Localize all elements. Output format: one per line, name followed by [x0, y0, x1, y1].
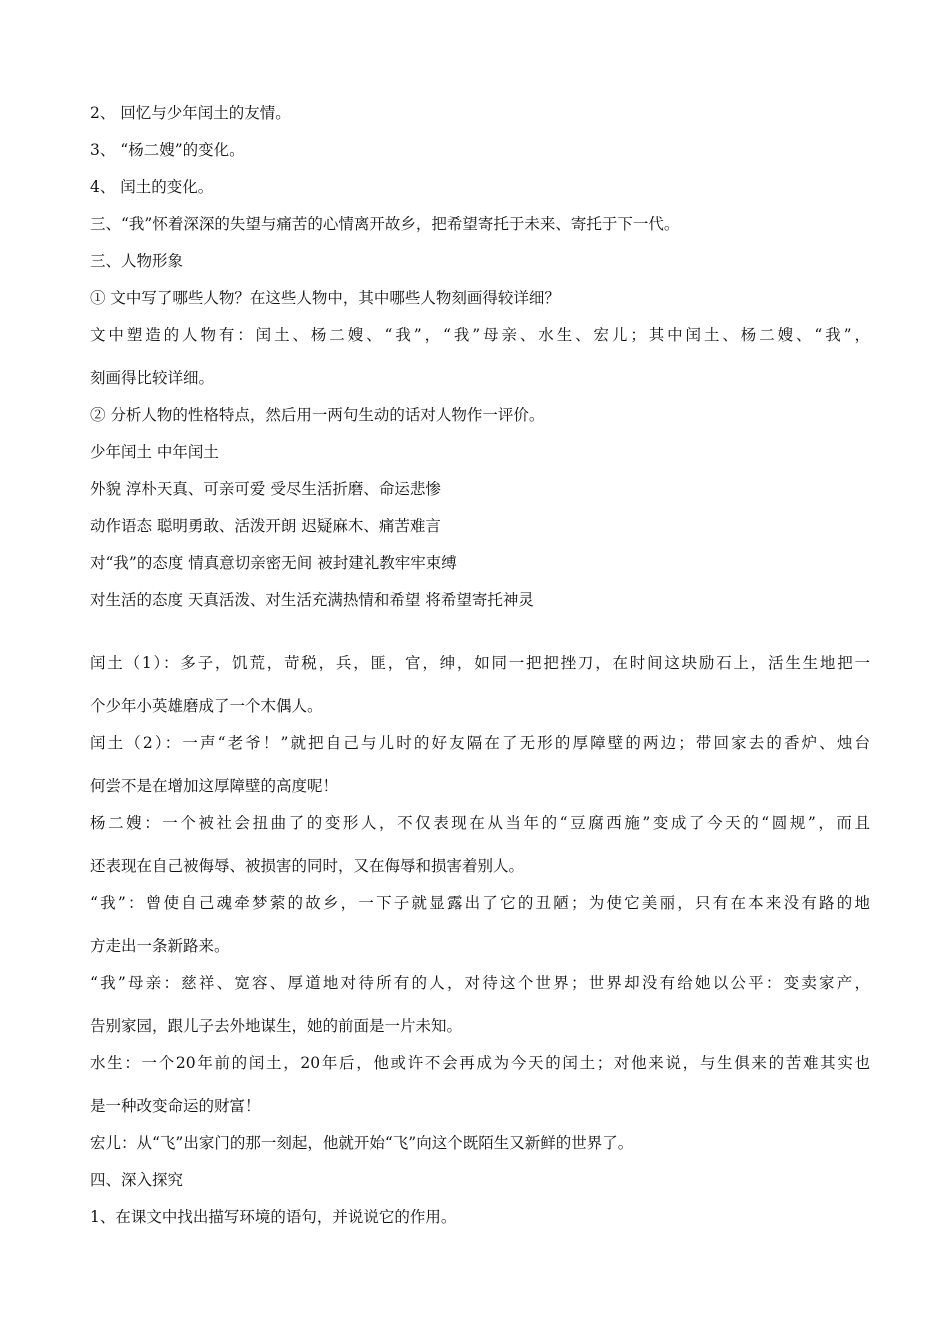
shuisheng-line-1: 水生：一个20年前的闰土，20年后，他或许不会再成为今天的闰土；对他来说，与生俱来的苦难其实也	[90, 1054, 870, 1072]
yang-ersao-line-2: 还表现在自己被侮辱、被损害的同时，又在侮辱和损害着别人。	[90, 857, 525, 875]
list-item-3: 3、 “杨二嫂”的变化。	[90, 141, 245, 159]
question-2: ② 分析人物的性格特点，然后用一两句生动的话对人物作一评价。	[90, 406, 545, 424]
comparison-row-action: 动作语态 聪明勇敢、活泼开朗 迟疑麻木、痛苦难言	[90, 517, 441, 535]
list-item-4: 4、 闰土的变化。	[90, 178, 214, 196]
explore-question-1: 1、在课文中找出描写环境的语句，并说说它的作用。	[90, 1208, 457, 1226]
comparison-row-appearance: 外貌 淳朴天真、可亲可爱 受尽生活折磨、命运悲惨	[90, 480, 441, 498]
honger-line: 宏儿：从“飞”出家门的那一刻起，他就开始“飞”向这个既陌生又新鲜的世界了。	[90, 1134, 634, 1152]
runtu-2-line-1: 闰土（2）：一声“老爷！”就把自己与儿时的好友隔在了无形的厚障壁的两边；带回家去的香炉、烛台	[90, 734, 870, 752]
section-heading-characters: 三、人物形象	[90, 252, 184, 270]
section-summary-line: 三、“我”怀着深深的失望与痛苦的心情离开故乡，把希望寄托于未来、寄托于下一代。	[90, 215, 680, 233]
answer-1-line-1: 文中塑造的人物有：闰土、杨二嫂、“我”，“我”母亲、水生、宏儿；其中闰土、杨二嫂、“我”，	[90, 326, 870, 344]
yang-ersao-line-1: 杨二嫂：一个被社会扭曲了的变形人，不仅表现在从当年的“豆腐西施”变成了今天的“圆规”，而且	[90, 814, 870, 832]
narrator-line-1: “我”：曾使自己魂牵梦萦的故乡，一下子就显露出了它的丑陋；为使它美丽，只有在本来没有路的地	[90, 894, 870, 912]
comparison-row-attitude-life: 对生活的态度 天真活泼、对生活充满热情和希望 将希望寄托神灵	[90, 591, 534, 609]
narrator-line-2: 方走出一条新路来。	[90, 937, 230, 955]
runtu-1-line-1: 闰土（1）：多子，饥荒，苛税，兵，匪，官，绅，如同一把把挫刀，在时间这块励石上，活生生地把一	[90, 654, 870, 672]
runtu-2-line-2: 何尝不是在增加这厚障壁的高度呢！	[90, 777, 339, 795]
comparison-header: 少年闰土 中年闰土	[90, 443, 219, 461]
section-heading-explore: 四、深入探究	[90, 1171, 184, 1189]
answer-1-line-2: 刻画得比较详细。	[90, 369, 215, 387]
shuisheng-line-2: 是一种改变命运的财富！	[90, 1097, 261, 1115]
mother-line-2: 告别家园，跟儿子去外地谋生，她的前面是一片未知。	[90, 1017, 463, 1035]
mother-line-1: “我”母亲：慈祥、宽容、厚道地对待所有的人，对待这个世界；世界却没有给她以公平：变卖家产，	[90, 974, 870, 992]
runtu-1-line-2: 个少年小英雄磨成了一个木偶人。	[90, 697, 323, 715]
question-1: ① 文中写了哪些人物？在这些人物中，其中哪些人物刻画得较详细？	[90, 289, 560, 307]
comparison-row-attitude-me: 对“我”的态度 情真意切亲密无间 被封建礼教牢牢束缚	[90, 554, 457, 572]
list-item-2: 2、 回忆与少年闰土的友情。	[90, 104, 291, 122]
